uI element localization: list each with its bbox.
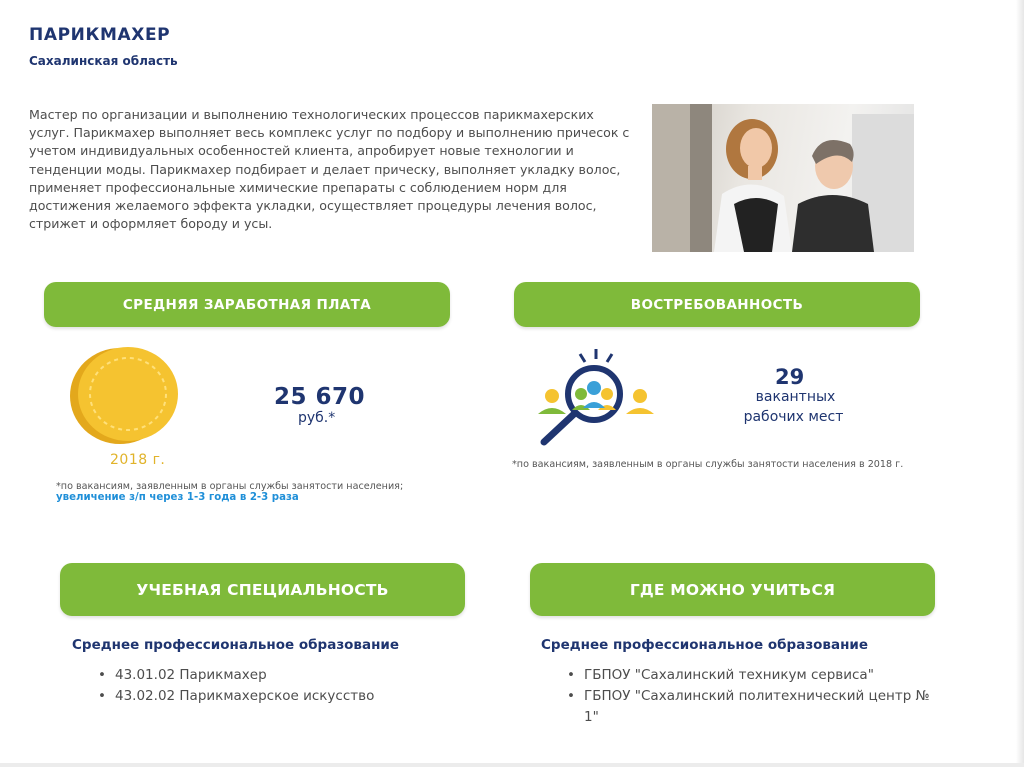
vacancies-label-2: рабочих мест — [743, 409, 844, 425]
page-title: ПАРИКМАХЕР — [29, 25, 171, 45]
people-search-icon — [536, 346, 656, 450]
list-item: • ГБПОУ "Сахалинский техникум сервиса" — [567, 665, 932, 686]
list-item: • 43.01.02 Парикмахер — [98, 665, 458, 686]
demand-header-label: ВОСТРЕБОВАННОСТЬ — [630, 296, 804, 313]
salary-growth-note: увеличение з/п через 1-3 года в 2-3 раза — [56, 492, 299, 503]
salary-amount: 25 670 — [274, 384, 366, 410]
institution-list — [567, 665, 932, 728]
where-header-label: ГДЕ МОЖНО УЧИТЬСЯ — [629, 580, 836, 599]
where-to-study-header — [530, 563, 935, 616]
list-item: • ГБПОУ "Сахалинский политехнический центр № 1" — [567, 686, 932, 728]
salary-currency: руб.* — [298, 410, 336, 426]
vacancies-label: вакантных — [755, 389, 836, 405]
gold-coin-icon — [68, 346, 178, 450]
profession-description: Мастер по организации и выполнению технологических процессов парикмахерских услуг. Парикмахер выполняет весь комплекс услуг по подбору и выполнению причесок с учетом индивидуальных особенностей клиента, апробирует новые технологии и тенденции моды. Парикмахер подбирает и делает прическу, выполняет укладку волос, применяет профессиональные химические препараты с соблюдением норм для достижения желаемого эффекта укладки, осуществляет процедуры лечения волос, стрижет и оформляет бороду и усы. — [29, 107, 630, 232]
slide-bottom-edge — [0, 763, 1024, 767]
demand-footnote: *по вакансиям, заявленным в органы службы занятости населения в 2018 г. — [512, 459, 904, 470]
specialty-list — [98, 665, 458, 707]
list-item: • 43.02.02 Парикмахерское искусство — [98, 686, 458, 707]
salary-header — [44, 282, 450, 327]
where-level: Среднее профессиональное образование — [541, 637, 869, 653]
salary-footnote: *по вакансиям, заявленным в органы службы занятости населения; — [56, 481, 404, 492]
specialty-header-label: УЧЕБНАЯ СПЕЦИАЛЬНОСТЬ — [136, 580, 389, 599]
demand-header — [514, 282, 920, 327]
specialty-header — [60, 563, 465, 616]
specialty-level: Среднее профессиональное образование — [72, 637, 400, 653]
vacancies-count: 29 — [775, 365, 805, 389]
slide-edge — [1016, 0, 1024, 767]
salary-header-label: СРЕДНЯЯ ЗАРАБОТНАЯ ПЛАТА — [122, 296, 372, 313]
region-subtitle: Сахалинская область — [29, 54, 178, 68]
hairdresser-photo — [652, 104, 914, 252]
salary-year: 2018 г. — [110, 452, 166, 468]
